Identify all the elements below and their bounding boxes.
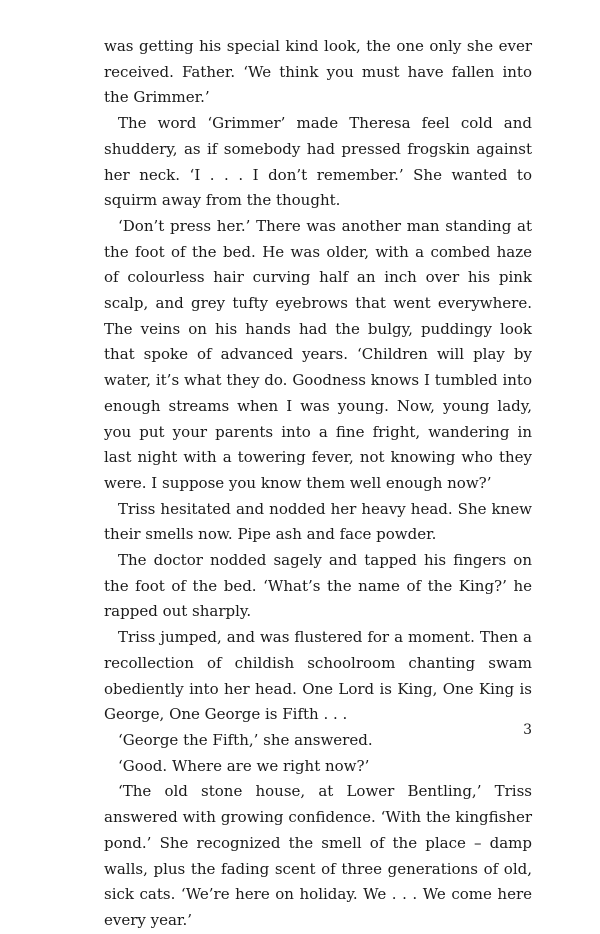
paragraph-6: Triss jumped, and was flustered for a moment. Then a recollection of childish schoolroom chanting swam obediently into her head. One Lord is King, One King is George, One George is Fifth . . .	[104, 628, 532, 724]
paragraph-2: The word ‘Grimmer’ made Theresa feel cold and shuddery, as if somebody had pressed frogskin against her neck. ‘I . . . I don’t remember.’ She wanted to squirm away from the thought.	[104, 114, 532, 210]
page-number: 3	[523, 722, 532, 738]
paragraph-8: ‘Good. Where are we right now?’	[118, 756, 370, 775]
paragraph-3: ‘Don’t press her.’ There was another man standing at the foot of the bed. He was older, with a combed haze of colourless hair curving half an inch over his pink scalp, and grey tufty eyebrows that went everywhere. The veins on his hands had the bulgy, puddingy look that spoke of advanced years. ‘Children will play by water, it’s what they do. Goodness knows I tumbled into enough streams when I was young. Now, young lady, you put your parents into a fine fright, wandering in last night with a towering fever, not knowing who they were. I suppose you know them well enough now?’	[104, 216, 532, 492]
paragraph-7: ‘George the Fifth,’ she answered.	[118, 730, 373, 749]
body-text	[104, 34, 532, 934]
paragraph-5: The doctor nodded sagely and tapped his fingers on the foot of the bed. ‘What’s the name of the King?’ he rapped out sharply.	[104, 551, 532, 621]
paragraph-4: Triss hesitated and nodded her heavy head. She knew their smells now. Pipe ash and face powder.	[104, 499, 532, 544]
paragraph-1: was getting his special kind look, the one only she ever received. Father. ‘We think you must have fallen into the Grimmer.’	[104, 37, 532, 107]
paragraph-9: ‘The old stone house, at Lower Bentling,’ Triss answered with growing confidence. ‘With the kingfisher pond.’ She recognized the smell of the place – damp walls, plus the fading scent of three generations of old, sick cats. ‘We’re here on holiday. We . . . We come here every year.’	[104, 782, 532, 929]
